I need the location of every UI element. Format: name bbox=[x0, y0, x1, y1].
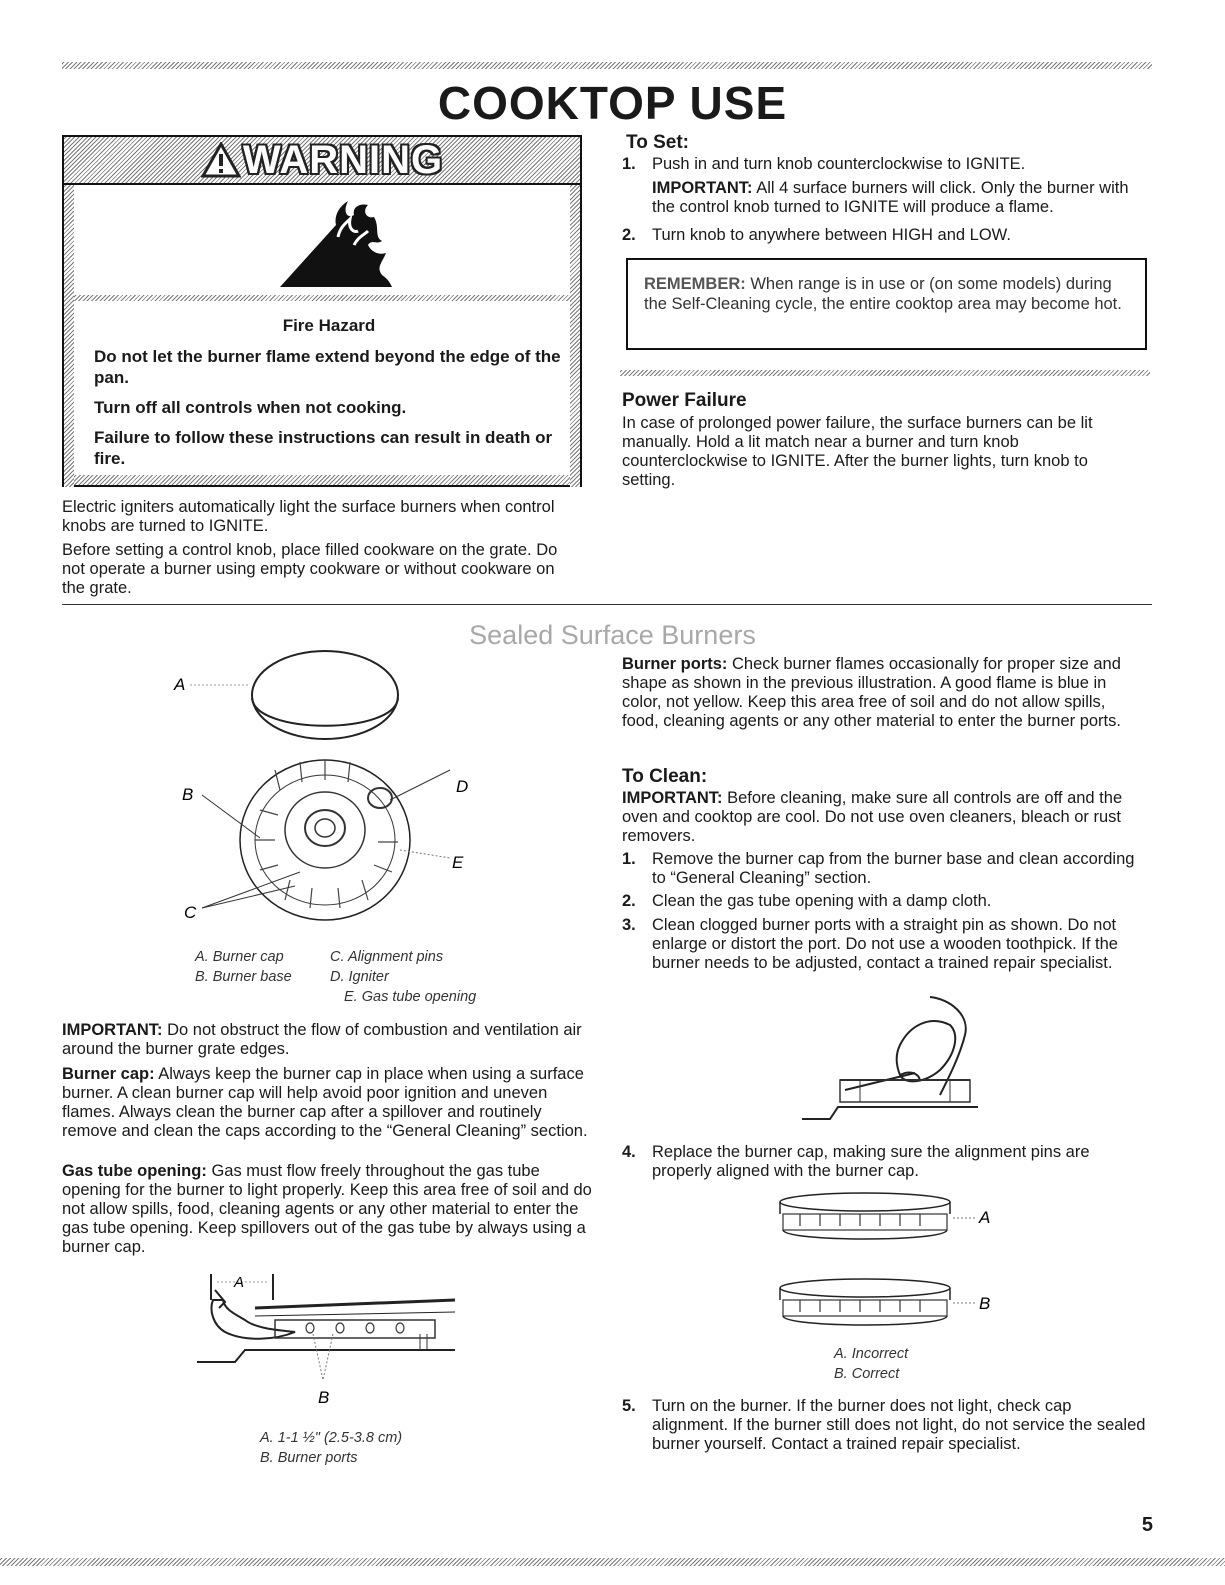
warning-header bbox=[64, 137, 580, 185]
section-title: Sealed Surface Burners bbox=[469, 620, 756, 650]
to-set-heading: To Set: bbox=[626, 132, 689, 153]
step-number: 4. bbox=[622, 1143, 636, 1161]
step-text: Remove the burner cap from the burner base and clean according to “General Cleaning” section. bbox=[652, 850, 1135, 887]
fire-icon bbox=[276, 197, 396, 289]
warning-stripe-right bbox=[570, 185, 580, 487]
step-text: Turn knob to anywhere between HIGH and LOW. bbox=[652, 226, 1011, 244]
bottom-rule bbox=[0, 1558, 1225, 1566]
important-text: Before cleaning, make sure all controls are off and the oven and cooktop are cool. Do not use oven cleaners, bleach or rust removers. bbox=[622, 789, 1123, 845]
important-label: IMPORTANT: bbox=[652, 179, 753, 197]
burner-ports-text: Check burner flames occasionally for proper size and shape as shown in the previous illustration. A good flame is blue in color, not yellow. Keep this area free of soil and do not allow spills, food, cleaning agents or any other material to enter the burner ports. bbox=[622, 655, 1121, 730]
section-rule bbox=[620, 370, 1150, 376]
step-text: Replace the burner cap, making sure the alignment pins are properly aligned with the burner cap. bbox=[652, 1143, 1090, 1180]
important-text: All 4 surface burners will click. Only the burner with the control knob turned to IGNITE will produce a flame. bbox=[652, 179, 1129, 216]
remember-text: When range is in use or (on some models) during the Self-Cleaning cycle, the entire cooktop area may become hot. bbox=[644, 275, 1122, 313]
legend-item: E. Gas tube opening bbox=[344, 989, 477, 1005]
important-label: IMPORTANT: bbox=[622, 789, 723, 807]
top-rule bbox=[62, 62, 1152, 69]
gas-tube-paragraph bbox=[62, 1162, 592, 1257]
remember-label: REMEMBER: bbox=[644, 275, 746, 293]
step-text: Push in and turn knob counterclockwise to IGNITE. bbox=[652, 155, 1026, 173]
warning-box bbox=[62, 135, 582, 487]
power-failure-text: In case of prolonged power failure, the surface burners can be lit manually. Hold a lit match near a burner and turn knob counterclockwise to IGNITE. After the burner lights, turn knob to setting. bbox=[622, 414, 1093, 489]
flame-legend-item: A. 1-1 ½" (2.5-3.8 cm) bbox=[260, 1430, 403, 1446]
page-title: COOKTOP USE bbox=[437, 77, 788, 129]
burner-cap-paragraph bbox=[62, 1065, 592, 1141]
gas-tube-text: Gas must flow freely throughout the gas tube opening for the burner to light properly. Keep this area free of soil and do not allow spills, food, cleaning agents or any other material to enter the gas tube opening. Keep spillovers out of the gas tube by always using a burner cap. bbox=[62, 1162, 592, 1256]
step-number: 3. bbox=[622, 916, 636, 934]
warning-line: Failure to follow these instructions can result in death or fire. bbox=[94, 428, 553, 468]
cap-alignment-diagram bbox=[775, 1190, 1005, 1340]
warning-bottom-stripe bbox=[74, 475, 570, 485]
legend-item: C. Alignment pins bbox=[330, 949, 444, 965]
warning-line: Do not let the burner flame extend beyond the edge of the pan. bbox=[94, 347, 561, 387]
warning-triangle-icon bbox=[201, 142, 241, 178]
flame-legend-item: B. Burner ports bbox=[260, 1450, 358, 1466]
section-divider bbox=[62, 604, 1152, 605]
cap-callout-b: B bbox=[979, 1294, 991, 1313]
burner-diagram bbox=[160, 650, 490, 935]
step-number: 2. bbox=[622, 892, 636, 910]
callout-d: D bbox=[456, 777, 469, 796]
step-number: 2. bbox=[622, 226, 636, 244]
warning-divider bbox=[74, 295, 570, 301]
flame-callout-a: A bbox=[234, 1274, 245, 1291]
cap-callout-a: A bbox=[979, 1208, 991, 1227]
callout-c: C bbox=[184, 903, 197, 922]
intro-cookware: Before setting a control knob, place filled cookware on the grate. Do not operate a burner using empty cookware or without cookware on the grate. bbox=[62, 541, 558, 597]
flame-callout-b: B bbox=[318, 1388, 330, 1407]
page-number: 5 bbox=[1141, 1514, 1153, 1536]
clean-important bbox=[622, 789, 1142, 846]
hazard-title: Fire Hazard bbox=[282, 316, 376, 335]
important-label: IMPORTANT: bbox=[62, 1021, 163, 1039]
remember-box bbox=[626, 258, 1147, 350]
callout-e: E bbox=[452, 853, 464, 872]
pin-cleaning-illustration bbox=[800, 995, 980, 1127]
step-text: Clean the gas tube opening with a damp cloth. bbox=[652, 892, 992, 910]
legend-item: D. Igniter bbox=[330, 969, 389, 985]
step-number: 5. bbox=[622, 1397, 636, 1415]
step-number: 1. bbox=[622, 155, 636, 173]
important-text: Do not obstruct the flow of combustion and ventilation air around the burner grate edges. bbox=[62, 1021, 582, 1058]
flame-diagram bbox=[195, 1270, 465, 1410]
to-set-important bbox=[652, 179, 1147, 217]
warning-line: Turn off all controls when not cooking. bbox=[94, 398, 407, 417]
warning-body bbox=[94, 315, 564, 478]
legend-item: B. Burner base bbox=[195, 969, 292, 985]
step-text: Turn on the burner. If the burner does not light, check cap alignment. If the burner still does not light, do not service the sealed burner yourself. Contact a trained repair specialist. bbox=[652, 1397, 1146, 1453]
gas-tube-label: Gas tube opening: bbox=[62, 1162, 207, 1180]
left-important bbox=[62, 1021, 592, 1059]
cap-legend-item: A. Incorrect bbox=[834, 1346, 909, 1362]
power-failure-heading: Power Failure bbox=[622, 390, 747, 411]
callout-b: B bbox=[182, 785, 194, 804]
cap-legend-item: B. Correct bbox=[834, 1366, 900, 1382]
burner-cap-label: Burner cap: bbox=[62, 1065, 155, 1083]
burner-cap-text: Always keep the burner cap in place when using a surface burner. A clean burner cap will help avoid poor ignition and uneven flames. Always clean the burner cap after a spillover and routinely remove and clean the caps according to the “General Cleaning” section. bbox=[62, 1065, 588, 1140]
callout-a: A bbox=[174, 675, 186, 694]
burner-ports-label: Burner ports: bbox=[622, 655, 728, 673]
intro-igniters: Electric igniters automatically light the surface burners when control knobs are turned to IGNITE. bbox=[62, 498, 555, 535]
step-text: Clean clogged burner ports with a straight pin as shown. Do not enlarge or distort the port. Do not use a wooden toothpick. If the burner needs to be adjusted, contact a trained repair specialist. bbox=[652, 916, 1118, 972]
to-clean-heading: To Clean: bbox=[622, 766, 708, 787]
legend-item: A. Burner cap bbox=[195, 949, 284, 965]
warning-heading: WARNING bbox=[242, 137, 444, 182]
step-number: 1. bbox=[622, 850, 636, 868]
burner-ports-paragraph bbox=[622, 655, 1142, 731]
warning-stripe-left bbox=[64, 185, 74, 487]
